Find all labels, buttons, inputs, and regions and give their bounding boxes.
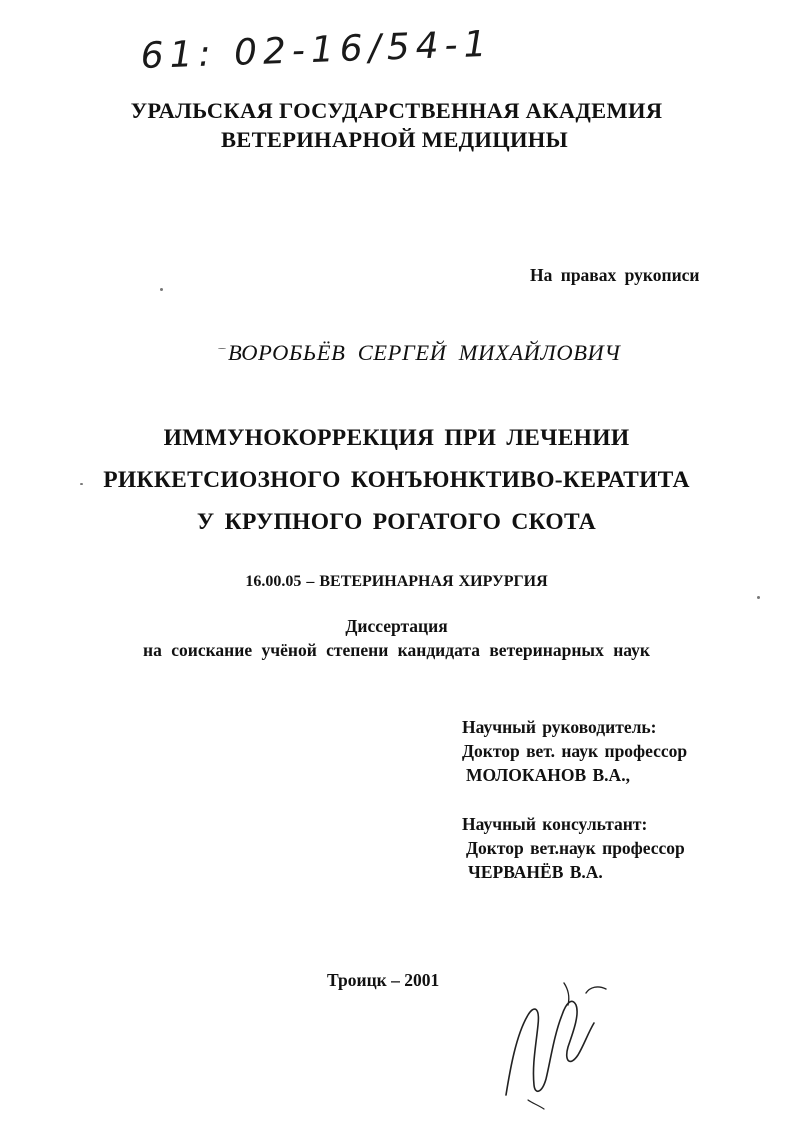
handwritten-archive-code: 61: 02-16/54-1 <box>140 23 494 77</box>
consultant-block <box>462 812 685 884</box>
institution-name-line2: ВЕТЕРИНАРНОЙ МЕДИЦИНЫ <box>220 127 569 152</box>
supervisor-name: МОЛОКАНОВ В.А., <box>466 765 630 785</box>
scan-speck <box>160 288 163 291</box>
dissertation-title-line3: У КРУПНОГО РОГАТОГО СКОТА <box>196 509 597 535</box>
institution-name-line1: УРАЛЬСКАЯ ГОСУДАРСТВЕННАЯ АКАДЕМИЯ <box>130 98 663 123</box>
scan-speck <box>218 348 226 349</box>
specialty-code: 16.00.05 – ВЕТЕРИНАРНАЯ ХИРУРГИЯ <box>245 573 548 590</box>
dissertation-title-line1: ИММУНОКОРРЕКЦИЯ ПРИ ЛЕЧЕНИИ <box>163 425 630 451</box>
scan-speck <box>757 596 760 599</box>
supervisor-block <box>462 715 687 787</box>
supervisor-title: Доктор вет. наук профессор <box>462 741 688 761</box>
scan-speck <box>80 483 83 485</box>
document-type: Диссертация <box>345 616 448 636</box>
consultant-role: Научный консультант: <box>462 814 648 834</box>
dissertation-title-line2: РИККЕТСИОЗНОГО КОНЪЮНКТИВО-КЕРАТИТА <box>103 467 690 493</box>
degree-sought: на соискание учёной степени кандидата ветеринарных наук <box>143 640 650 660</box>
rights-note: На правах рукописи <box>530 265 700 285</box>
consultant-title: Доктор вет.наук профессор <box>466 838 685 858</box>
signature-mark <box>498 975 618 1110</box>
author-name: ВОРОБЬЁВ СЕРГЕЙ МИХАЙЛОВИЧ <box>228 340 621 365</box>
city-year: Троицк – 2001 <box>327 970 440 990</box>
consultant-name: ЧЕРВАНЁВ В.А. <box>468 862 603 882</box>
supervisor-role: Научный руководитель: <box>462 717 657 737</box>
